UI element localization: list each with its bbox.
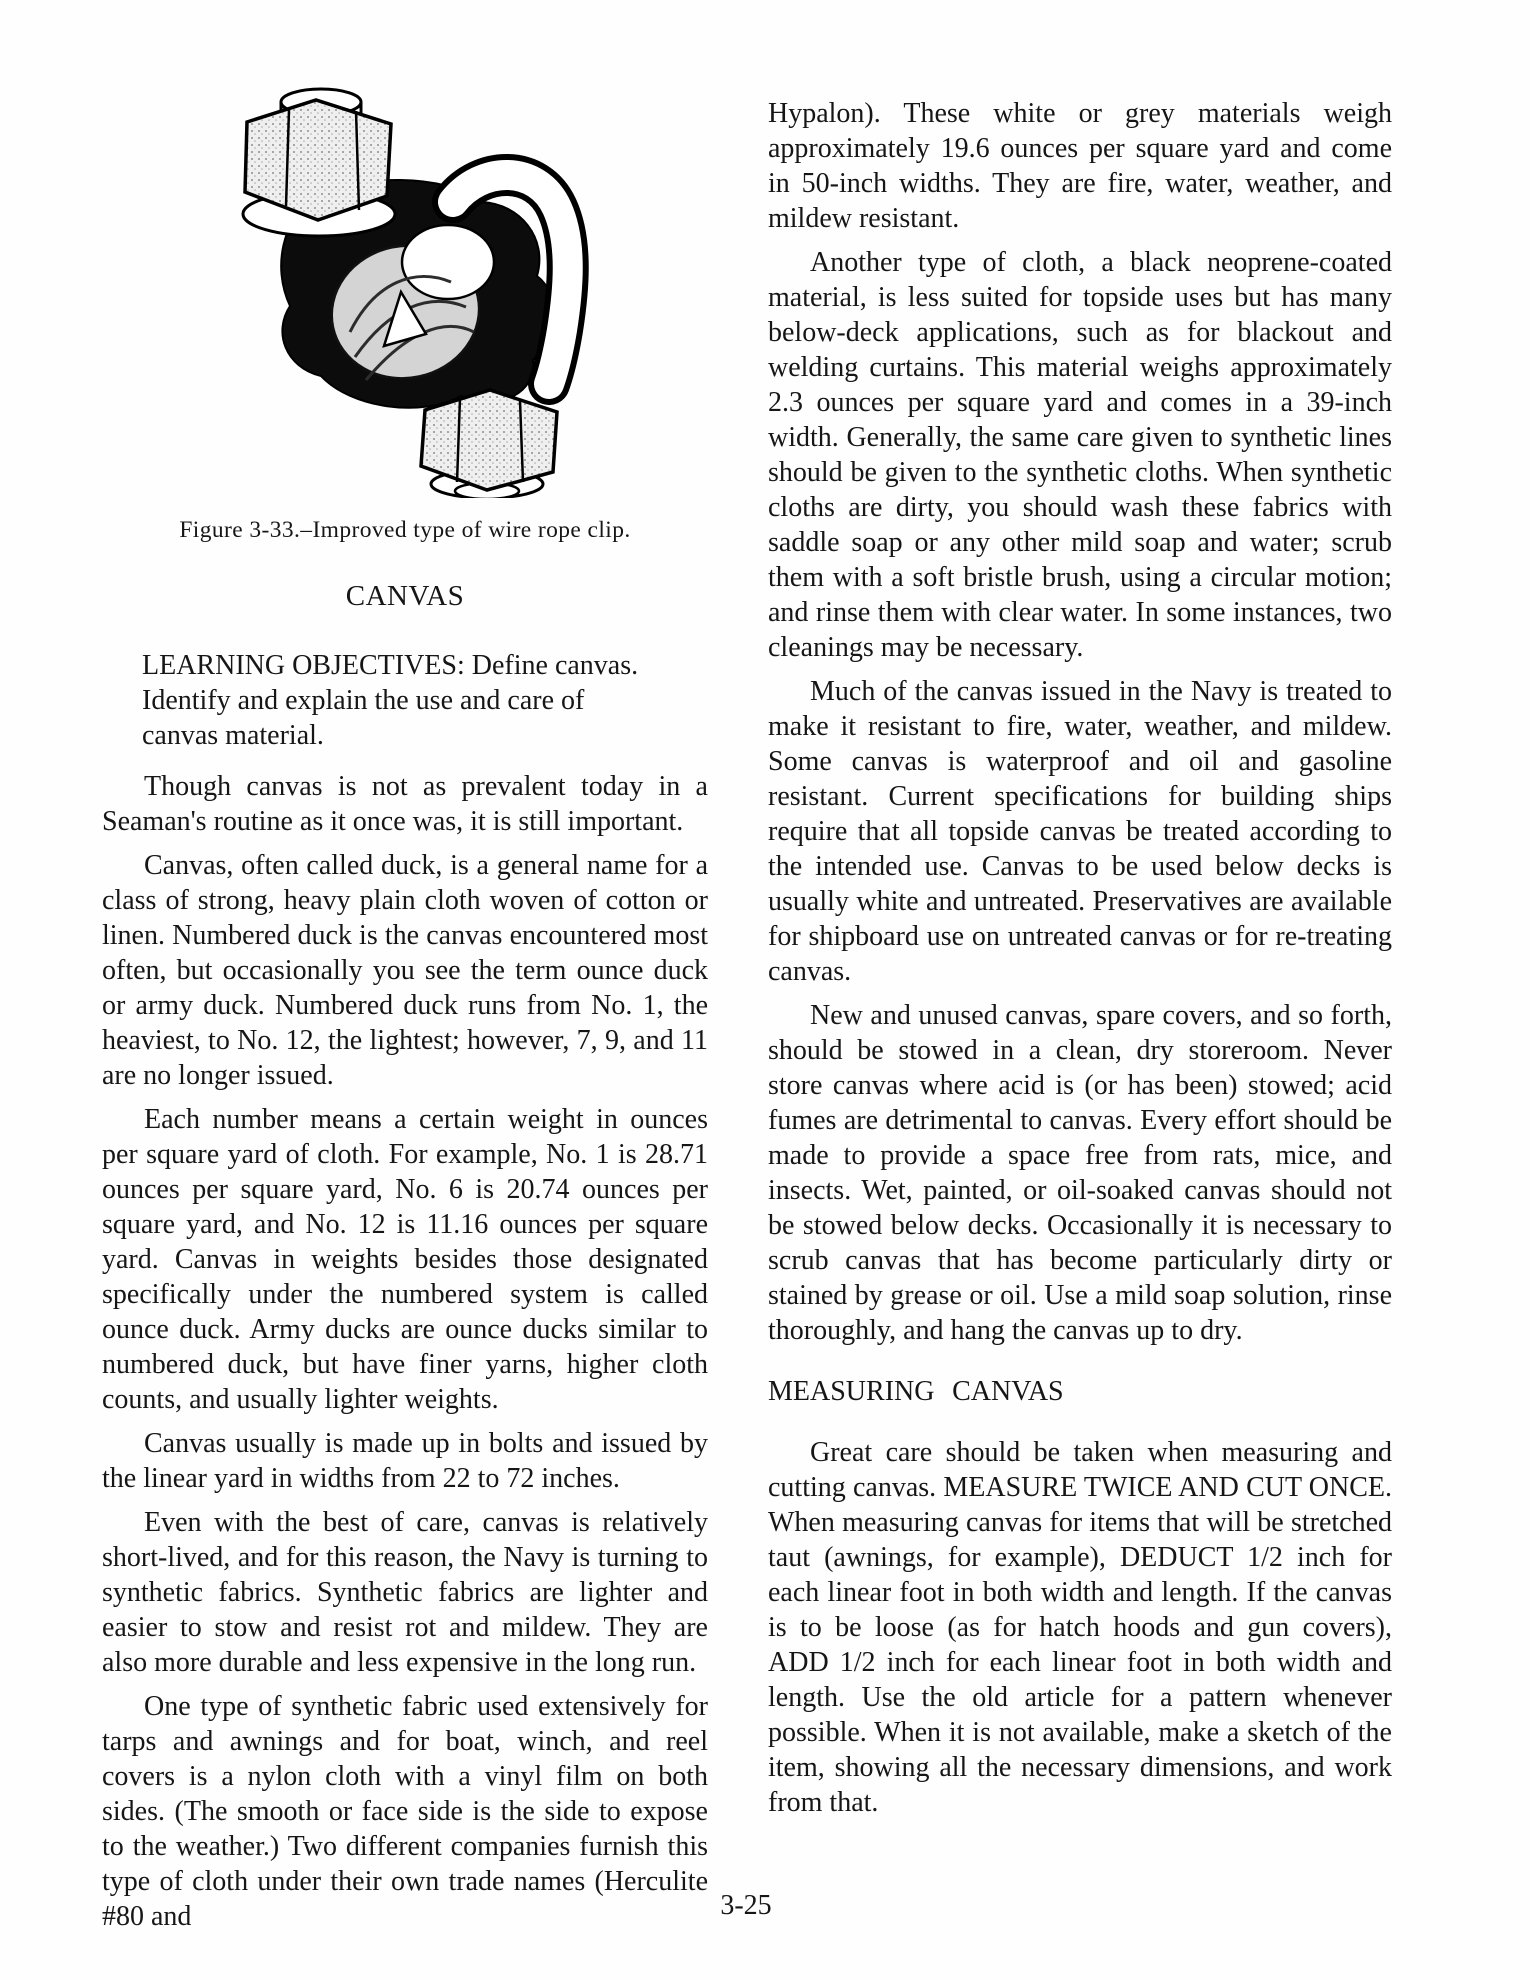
paragraph-another-type-cloth: Another type of cloth, a black neoprene-coated material, is less suited for topside uses but has many below-deck applications, such as for blackout and welding curtains. This material weighs approximately 2.3 ounces per square yard and comes in a 39-inch width. Generally, the same care given to synthetic lines should be given to the synthetic cloths. When synthetic cloths are dirty, you should wash these fabrics with saddle soap or any other mild soap and water; scrub them with a soft bristle brush, using a circular motion; and rinse them with clear water. In some instances, two cleanings may be necessary. [768, 247, 1392, 663]
paragraph-much-of-canvas: Much of the canvas issued in the Navy is treated to make it resistant to fire, water, weather, and mildew. Some canvas is waterproof and oil and gasoline resistant. Current specifications for building ships require that all topside canvas be treated according to the intended use. Canvas to be used below decks is usually white and untreated. Preservatives are available for shipboard use on untreated canvas or for re-treating canvas. [768, 676, 1392, 987]
right-column [768, 80, 1392, 1829]
left-column [102, 80, 708, 1943]
section-heading-canvas: CANVAS [345, 580, 465, 612]
wire-rope-clip-illustration [215, 80, 595, 498]
paragraph-even-with-care: Even with the best of care, canvas is relatively short-lived, and for this reason, the Navy is turning to synthetic fabrics. Synthetic fabrics are lighter and easier to stow and resist rot and mildew. They are also more durable and less expensive in the long run. [102, 1507, 708, 1678]
paragraph-new-and-unused: New and unused canvas, spare covers, and so forth, should be stowed in a clean, dry storeroom. Never store canvas where acid is (or has been) stowed; acid fumes are detrimental to canvas. Every effort should be made to provide a space free from rats, mice, and insects. Wet, painted, or oil-soaked canvas should not be stowed below decks. Occasionally it is necessary to scrub canvas that has become particularly dirty or stained by grease or oil. Use a mild soap solution, rinse thoroughly, and hang the canvas up to dry. [768, 1000, 1392, 1346]
right-column-body [768, 96, 1392, 1820]
paragraph-one-type-synthetic: One type of synthetic fabric used extensively for tarps and awnings and for boat, winch, and reel covers is a nylon cloth with a vinyl film on both sides. (The smooth or face side is the side to expose to the weather.) Two different companies furnish this type of cloth under their own trade names (Herculite #80 and [102, 1691, 708, 1932]
paragraph-canvas-bolts: Canvas usually is made up in bolts and issued by the linear yard in widths from 22 to 72 inches. [102, 1428, 708, 1494]
learning-objectives: LEARNING OBJECTIVES: Define canvas. Identify and explain the use and care of canvas material. [142, 650, 639, 751]
subheading-measuring-canvas: MEASURING CANVAS [768, 1376, 1064, 1407]
figure-3-33 [102, 80, 708, 544]
paragraph-each-number: Each number means a certain weight in ounces per square yard of cloth. For example, No. 1 is 28.71 ounces per square yard, No. 6 is 20.74 ounces per square yard, and No. 12 is 11.16 ounces per square yard. Canvas in weights besides those designated specifically under the numbered system is called ounce duck. Army ducks are ounce ducks similar to numbered duck, but have finer yarns, higher cloth counts, and usually lighter weights. [102, 1104, 708, 1415]
page-number: 3-25 [720, 1890, 772, 1921]
paragraph-canvas-duck: Canvas, often called duck, is a general name for a class of strong, heavy plain cloth woven of cotton or linen. Numbered duck is the canvas encountered most often, but occasionally you see the term ounce duck or army duck. Numbered duck runs from No. 1, the heaviest, to No. 12, the lightest; however, 7, 9, and 11 are no longer issued. [102, 850, 708, 1091]
figure-caption: Figure 3-33.–Improved type of wire rope clip. [179, 517, 631, 543]
paragraph-great-care: Great care should be taken when measuring and cutting canvas. MEASURE TWICE AND CUT ONCE. When measuring canvas for items that will be stretched taut (awnings, for example), DEDUCT 1/2 inch for each linear foot in both width and length. If the canvas is to be loose (as for hatch hoods and gun covers), ADD 1/2 inch for each linear foot in both width and length. Use the old article for a pattern whenever possible. When it is not available, make a sketch of the item, showing all the necessary dimensions, and work from that. [768, 1437, 1392, 1818]
left-column-body [102, 769, 708, 1934]
paragraph-hypalon: Hypalon). These white or grey materials weigh approximately 19.6 ounces per square yard and come in 50-inch widths. They are fire, water, weather, and mildew resistant. [768, 98, 1392, 234]
paragraph-though-canvas: Though canvas is not as prevalent today in a Seaman's routine as it once was, it is still important. [102, 771, 708, 837]
